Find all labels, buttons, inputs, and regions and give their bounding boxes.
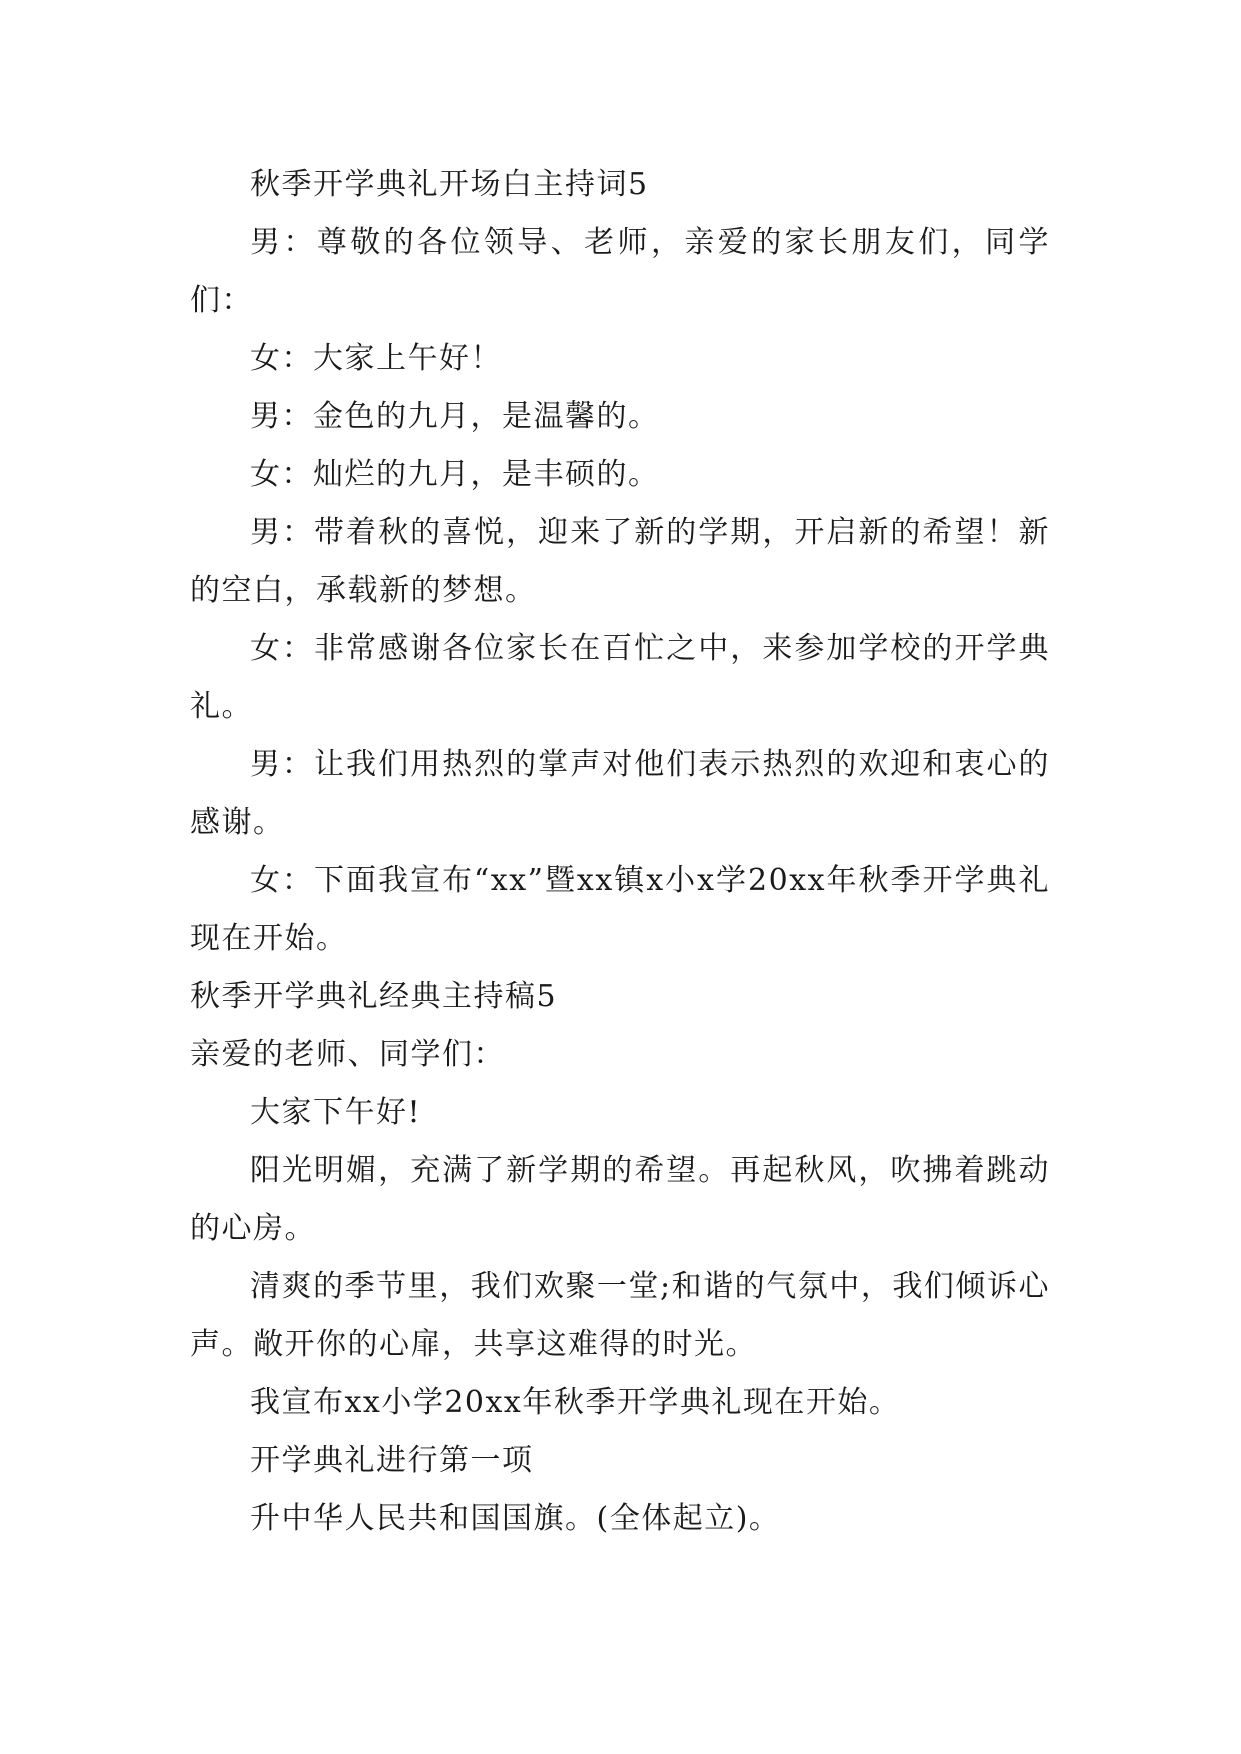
paragraph: 女：下面我宣布“xx”暨xx镇x小x学20xx年秋季开学典礼现在开始。 <box>190 863 1050 956</box>
paragraph: 男：尊敬的各位领导、老师，亲爱的家长朋友们，同学们： <box>190 225 1050 318</box>
paragraph: 清爽的季节里，我们欢聚一堂;和谐的气氛中，我们倾诉心声。敞开你的心扉，共享这难得的时光。 <box>190 1269 1050 1362</box>
paragraph: 开学典礼进行第一项 <box>250 1443 534 1478</box>
paragraph: 女：灿烂的九月，是丰硕的。 <box>250 457 660 492</box>
paragraph: 阳光明媚，充满了新学期的希望。再起秋风，吹拂着跳动的心房。 <box>190 1153 1050 1246</box>
paragraph: 男：金色的九月，是温馨的。 <box>250 399 660 434</box>
paragraph: 女：非常感谢各位家长在百忙之中，来参加学校的开学典礼。 <box>190 631 1050 724</box>
paragraph: 升中华人民共和国国旗。(全体起立)。 <box>250 1501 781 1536</box>
paragraph: 女：大家上午好！ <box>250 341 502 376</box>
paragraph: 男：让我们用热烈的掌声对他们表示热烈的欢迎和衷心的感谢。 <box>190 747 1050 840</box>
section-title: 秋季开学典礼经典主持稿5 <box>190 979 558 1014</box>
paragraph: 男：带着秋的喜悦，迎来了新的学期，开启新的希望！新的空白，承载新的梦想。 <box>190 515 1050 608</box>
salutation: 亲爱的老师、同学们： <box>190 1037 505 1072</box>
paragraph: 大家下午好! <box>250 1095 422 1130</box>
section-title: 秋季开学典礼开场白主持词5 <box>250 167 649 202</box>
paragraph: 我宣布xx小学20xx年秋季开学典礼现在开始。 <box>250 1385 901 1420</box>
document-body <box>190 156 1050 1548</box>
